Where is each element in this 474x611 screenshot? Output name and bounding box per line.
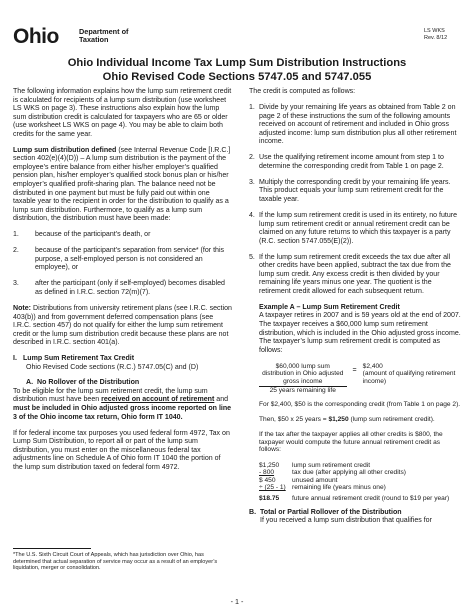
calc-description: tax due (after applying all other credits) — [292, 469, 406, 477]
intro-paragraph: The following information explains how the lump sum retirement credit is calculated for recipients of a lump sum distribution (use worksheet LS WKS on page 3). These instructions also explain how the lump sum distribution credit is calculated for taxpayers who are 65 or older (use worksheet LS WKS on page 4). You may be able to claim both credits for the same year. — [13, 88, 232, 138]
condition-item — [13, 280, 232, 297]
step-number: 4. — [249, 212, 255, 220]
example-block — [259, 304, 462, 503]
condition-item — [13, 231, 232, 240]
condition-number: 1. — [13, 231, 19, 239]
condition-text: after the participant (only if self-employed) becomes disabled as defined in I.R.C. section 72(m)(7). — [35, 280, 225, 296]
formula-numerator: $60,000 lump sum distribution in Ohio adjusted gross income — [259, 363, 347, 387]
credit-result-amount: $1,250 — [328, 416, 349, 424]
step-text: Divide by your remaining life years as obtained from Table 2 on page 2 of these instructions the sum of the following amounts received on account of retirement and included in Ohio gross adjusted income: lump sum distribution plus all other retirement income. — [259, 104, 457, 146]
eligibility-emphasis: received on account of retirement — [101, 396, 215, 404]
federal-form-paragraph: If for federal income tax purposes you used federal form 4972, Tax on Lump Sum Distribution, to report all or part of the lump sum distribution, you must enter on the miscellaneous federal tax adjustments line on Schedule A of Ohio form IT 1040 the portion of the lump sum distribution taxed on federal form 4972. — [13, 429, 230, 471]
calc-total-description: future annual retirement credit (round to $19 per year) — [292, 494, 450, 502]
calculation-table — [259, 462, 462, 503]
eligibility-text: To be eligible for the lump sum retirement credit, the lump sum distribution must have been — [13, 387, 208, 404]
computation-step — [249, 254, 462, 297]
dept-line-1: Department of — [79, 27, 129, 36]
corresponding-credit-text: For $2,400, $50 is the corresponding credit (from Table 1 on page 2). — [259, 401, 461, 409]
formula-equals: = — [352, 366, 357, 374]
subsection-heading — [26, 379, 232, 388]
calc-total-amount: $18.75 — [259, 494, 280, 502]
credit-formula — [259, 363, 462, 394]
step-number: 5. — [249, 253, 255, 261]
subsection-b-heading — [249, 509, 462, 518]
example-text: A taxpayer retires in 2007 and is 59 years old at the end of 2007. The taxpayer receives a $60,000 lump sum retirement distribution, which is included in the Ohio adjusted gross income. The taxpayer’s lump sum retirement credit is computed as follows: — [259, 312, 461, 354]
section-number: I. — [13, 355, 17, 363]
step-text: If the lump sum retirement credit exceeds the tax due after all other credits have been applied, subtract the tax due from the lump sum credit. Any excess credit is then divided by your remaining life years minus one year. The quotient is the retirement credit allowed for each subsequent return. — [259, 253, 451, 295]
section-title: Lump Sum Retirement Tax Credit — [23, 355, 135, 363]
definition-paragraph — [13, 147, 232, 224]
note-text: Distributions from university retirement plans (see I.R.C. section 403(b)) and from government deferred compensation plans (see I.R.C. section 457) do not qualify for either the lump sum retirement credit or the lump sum distribution credit because these plans are not described in I.R.C. section 401(a). — [13, 304, 232, 347]
eligibility-joiner: and — [214, 396, 229, 404]
form-code: LS WKS — [424, 28, 445, 34]
ohio-logo — [13, 26, 79, 48]
subsection-b-title: Total or Partial Rollover of the Distribution — [260, 508, 402, 516]
step-number: 3. — [249, 178, 255, 186]
step-text: Multiply the corresponding credit by your remaining life years. This product equals your lump sum retirement credit for the taxable year. — [259, 178, 451, 203]
form-revision: Rev. 8/12 — [424, 35, 448, 41]
calc-amount: - 800 — [259, 469, 275, 477]
step-number: 1. — [249, 104, 255, 112]
step-text: If the lump sum retirement credit is used in its entirety, no future lump sum retirement credit or annual retirement credit can be claimed on any future returns to which this taxpayer is a party (R.C. section 5747.055(E)(2)). — [259, 212, 458, 245]
condition-text: because of the participant’s death, or — [35, 231, 151, 239]
definition-text: (see Internal Revenue Code [I.R.C.] section 402(e)(4)(D)) – A lump sum distribution is the payment of the employee’s entire balance from either his/her employer’s qualified pension plan, his/her employer’s qualified stock bonus plan or his/her employer’s qualified profit-sharing plan. The balance need not be distributed in one payment but must be fully paid out within one taxable year to the recipient in order for the distribution to qualify as a lump sum distribution. Furthermore, to qualify as a lump sum distribution, the distribution must have been made: — [13, 146, 231, 223]
credit-result-suffix: (lump sum retirement credit). — [348, 416, 435, 424]
condition-item — [13, 247, 232, 273]
calc-description: lump sum retirement credit — [292, 461, 371, 469]
computation-step — [249, 179, 462, 205]
calc-amount: $1,250 — [259, 461, 280, 469]
document-subtitle: Ohio Revised Code Sections 5747.05 and 5747.055 — [102, 71, 372, 83]
credit-result-prefix: Then, $50 x 25 years = — [259, 416, 329, 424]
step-number: 2. — [249, 154, 255, 162]
definition-term: Lump sum distribution defined — [13, 146, 117, 154]
footnote-divider — [13, 548, 91, 549]
logo-text: Ohio — [13, 25, 59, 48]
calc-description: unused amount — [292, 476, 338, 484]
eligibility-paragraph — [13, 388, 232, 422]
footnote: *The U.S. Sixth Circuit Court of Appeals, which has jurisdiction over Ohio, has determined that actual separation of service may occur as a result of an employer’s liquidation, merger or consolidation. — [13, 552, 218, 572]
note-label: Note: — [13, 304, 32, 312]
computation-intro: The credit is computed as follows: — [249, 88, 356, 95]
section-subtitle: Ohio Revised Code sections (R.C.) 5747.05(C) and (D) — [26, 363, 199, 371]
computation-step — [249, 212, 462, 246]
form-identifier — [424, 28, 462, 42]
document-title: Ohio Individual Income Tax Lump Sum Distribution Instructions — [67, 57, 407, 69]
subsection-number: A. — [26, 379, 34, 387]
dept-line-2: Taxation — [79, 35, 109, 45]
section-heading — [13, 355, 232, 364]
note-paragraph — [13, 305, 232, 348]
calc-amount: $ 450 — [259, 476, 276, 484]
subsection-b-text: If you received a lump sum distribution that qualifies for — [260, 517, 432, 525]
department-name — [79, 28, 128, 45]
page-number: - 1 - — [230, 597, 244, 606]
credit-result-text — [259, 416, 462, 424]
condition-text: because of the participant’s separation from service* (for this purpose, a self-employed person is not considered an employee), or — [35, 247, 225, 272]
example-title: Example A – Lump Sum Retirement Credit — [259, 303, 400, 311]
step-text: Use the qualifying retirement income amount from step 1 to determine the corresponding credit from Table 1 on page 2. — [259, 154, 444, 170]
computation-step — [249, 104, 462, 147]
formula-denominator: 25 years remaining life — [269, 386, 336, 394]
right-column — [249, 88, 462, 526]
formula-fraction — [259, 363, 347, 394]
subsection-title: No Rollover of the Distribution — [37, 379, 140, 387]
formula-result-note: (amount of qualifying retirement income) — [362, 370, 456, 385]
left-column — [13, 88, 232, 480]
formula-result-block — [363, 363, 462, 386]
condition-number: 2. — [13, 247, 19, 255]
formula-result: $2,400 — [362, 362, 383, 370]
computation-step — [249, 154, 462, 171]
calc-amount: ÷ (25 - 1) — [259, 484, 286, 492]
calc-description: remaining life (years minus one) — [292, 484, 386, 492]
future-credit-text: If the tax after the taxpayer applies all other credits is $800, the taxpayer would compute the future annual retirement credit as follows: — [259, 431, 443, 454]
subsection-b-number: B. — [249, 508, 257, 516]
eligibility-requirement: must be included in Ohio adjusted gross income reported on line 3 of the Ohio income tax return, Ohio form IT 1040. — [13, 404, 232, 421]
condition-number: 3. — [13, 280, 19, 288]
